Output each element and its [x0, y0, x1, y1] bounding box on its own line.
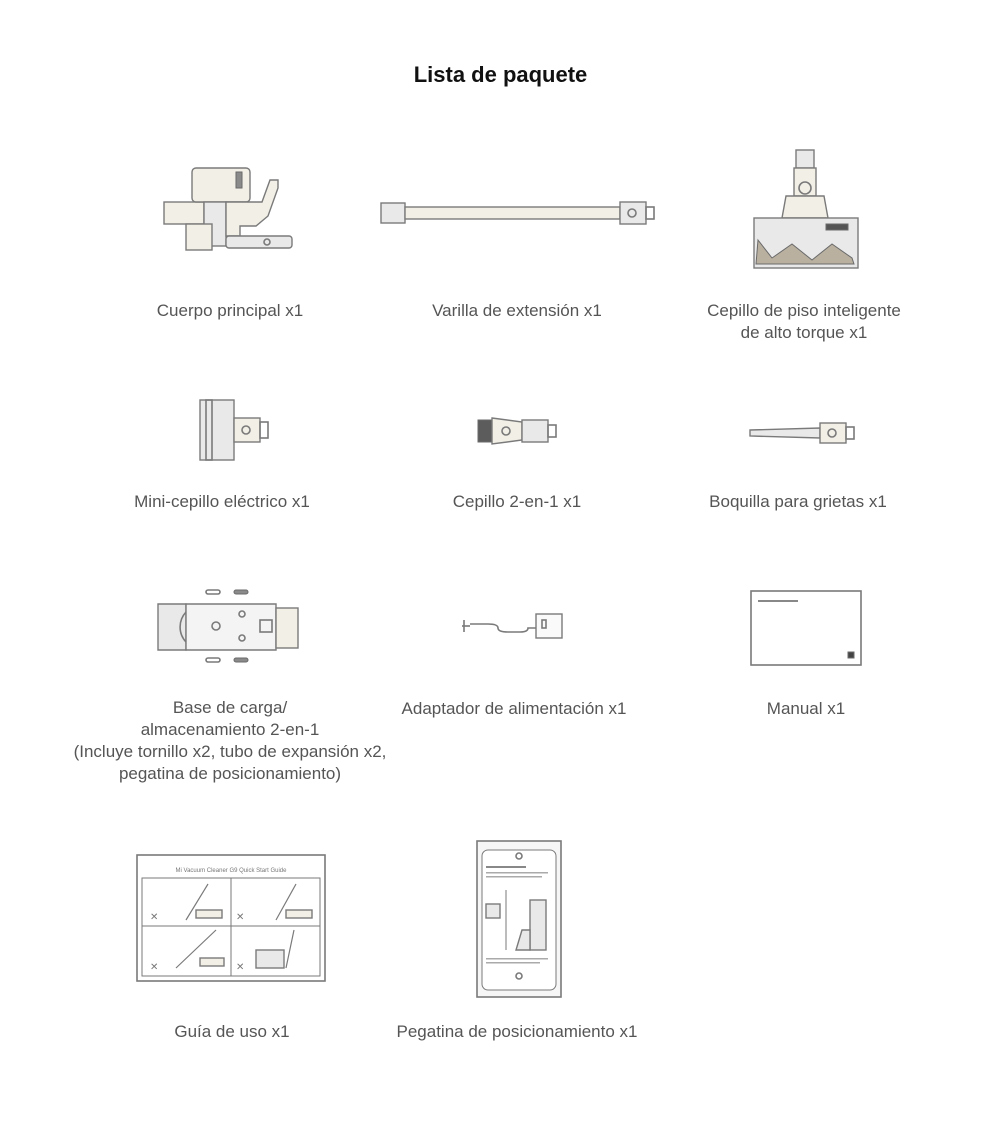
svg-text:✕: ✕ [236, 912, 245, 923]
page-title: Lista de paquete [413, 62, 588, 87]
item-caption-crevice-nozzle: Boquilla para grietas x1 [709, 492, 887, 511]
charging-dock-icon [156, 586, 302, 666]
vacuum-main-body-icon [162, 166, 302, 256]
item-caption-two-in-one-brush: Cepillo 2-en-1 x1 [452, 492, 582, 511]
item-caption-positioning-sticker: Pegatina de posicionamiento x1 [396, 1022, 638, 1041]
power-adapter-icon [458, 608, 568, 644]
item-caption-main-body: Cuerpo principal x1 [156, 301, 304, 320]
item-caption-charging-dock: Base de carga/ almacenamiento 2-en-1 (Incluye tornillo x2, tubo de expansión x2, pegatina de posicionamiento) [73, 698, 387, 783]
item-caption-power-adapter: Adaptador de alimentación x1 [401, 699, 627, 718]
positioning-sticker-icon [476, 840, 562, 998]
crevice-nozzle-icon [748, 420, 858, 446]
quick-start-guide-icon [136, 854, 326, 982]
extension-rod-icon [380, 198, 656, 230]
item-caption-extension-rod: Varilla de extensión x1 [432, 301, 602, 320]
svg-text:✕: ✕ [150, 962, 159, 973]
svg-text:Mi Vacuum Cleaner G9 Quick Sta: Mi Vacuum Cleaner G9 Quick Start Guide [175, 868, 287, 874]
svg-text:✕: ✕ [150, 912, 159, 923]
item-caption-mini-brush: Mini-cepillo eléctrico x1 [134, 492, 310, 511]
manual-booklet-icon [750, 590, 862, 666]
two-in-one-brush-icon [476, 412, 558, 448]
svg-text:✕: ✕ [236, 962, 245, 973]
floor-brush-icon [752, 148, 860, 270]
mini-electric-brush-icon [198, 398, 270, 462]
item-caption-quick-start-guide: Guía de uso x1 [174, 1022, 290, 1041]
item-caption-floor-brush: Cepillo de piso inteligente de alto torque x1 [707, 301, 901, 342]
item-caption-manual: Manual x1 [766, 699, 846, 718]
